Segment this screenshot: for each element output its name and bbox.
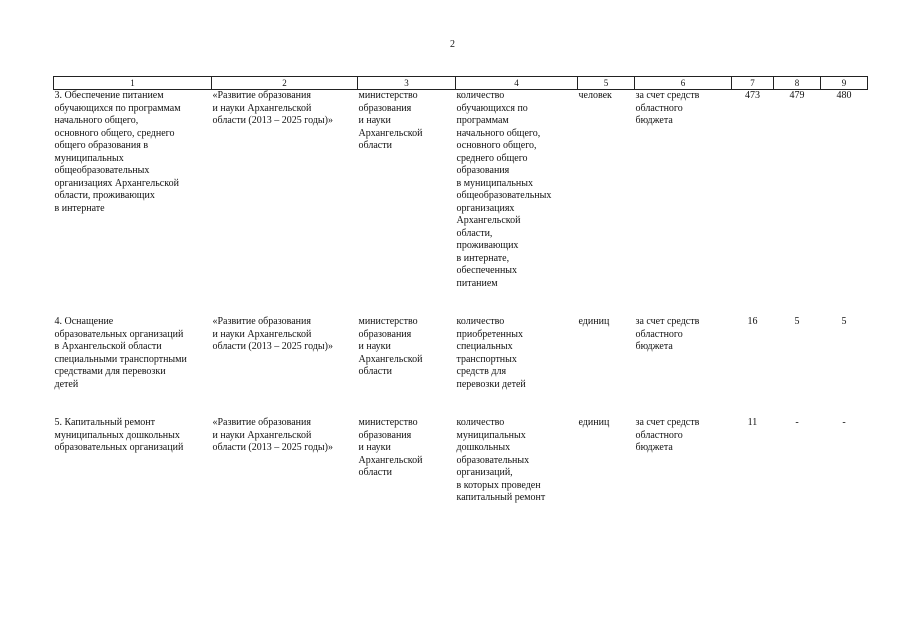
program-name-cell	[212, 417, 358, 505]
cell-line: общеобразовательных	[456, 190, 552, 201]
executor-cell	[358, 316, 456, 391]
column-header: 9	[821, 77, 868, 90]
table-row	[54, 90, 868, 291]
cell-line: 3. Обеспечение питанием	[54, 90, 164, 101]
cell-line: и науки	[358, 341, 391, 352]
cell-line: количество	[456, 90, 505, 101]
cell-line: среднего общего	[456, 152, 528, 164]
column-header: 8	[774, 77, 821, 90]
table-row	[54, 316, 868, 391]
cell-line: организаций,	[456, 467, 513, 478]
cell-line: Архангельской	[456, 215, 521, 226]
cell-line: образовательных	[456, 454, 530, 466]
value-year-1-cell: 473	[745, 90, 760, 101]
measure-name-cell	[54, 90, 212, 291]
funding-source-cell	[635, 316, 732, 391]
cell-line: за счет средств	[635, 90, 700, 101]
cell-line: и науки	[358, 442, 391, 453]
cell-line: образования	[358, 328, 412, 340]
cell-line: за счет средств	[635, 417, 700, 428]
cell-line: и науки Архангельской	[212, 328, 312, 340]
cell-line: детей	[54, 378, 79, 390]
cell-line: области (2013 – 2025 годы)»	[212, 442, 333, 453]
cell-line: средств для	[456, 366, 507, 377]
cell-line: образования	[358, 429, 412, 441]
cell-line: в интернате	[54, 202, 105, 214]
cell-line: организациях Архангельской	[54, 177, 179, 189]
cell-line: «Развитие образования	[212, 316, 311, 327]
value-year-2-cell: 5	[794, 316, 800, 327]
cell-line: основного общего, среднего	[54, 127, 175, 139]
cell-line: бюджета	[635, 115, 673, 126]
cell-line: и науки	[358, 115, 391, 126]
cell-line: перевозки детей	[456, 378, 526, 390]
cell-line: питанием	[456, 277, 498, 289]
cell-line: количество	[456, 417, 505, 428]
cell-line: области	[358, 366, 392, 377]
cell-line: общеобразовательных	[54, 165, 150, 176]
value-year-2-cell: -	[795, 417, 799, 428]
executor-cell	[358, 90, 456, 291]
cell-line: основного общего,	[456, 140, 537, 151]
cell-line: за счет средств	[635, 316, 700, 327]
cell-line: общего образования в	[54, 140, 149, 151]
funding-source-cell	[635, 90, 732, 291]
column-header: 6	[635, 77, 732, 90]
cell-line: министерство	[358, 316, 418, 327]
row-spacer	[54, 391, 868, 417]
cell-line: единиц	[578, 316, 610, 327]
cell-line: программам	[456, 115, 509, 126]
cell-line: начального общего,	[54, 115, 139, 126]
cell-line: в Архангельской области	[54, 341, 162, 352]
cell-line: области	[358, 467, 392, 478]
row-spacer	[54, 290, 868, 316]
funding-source-cell	[635, 417, 732, 505]
executor-cell	[358, 417, 456, 505]
cell-line: организациях	[456, 202, 515, 214]
cell-line: области (2013 – 2025 годы)»	[212, 341, 333, 352]
value-year-3-cell: -	[842, 417, 846, 428]
cell-line: транспортных	[456, 353, 517, 365]
column-header: 2	[212, 77, 358, 90]
cell-line: «Развитие образования	[212, 417, 311, 428]
measure-name-cell	[54, 316, 212, 391]
column-header: 7	[732, 77, 774, 90]
cell-line: обучающихся по	[456, 102, 528, 114]
cell-line: области	[358, 140, 392, 151]
cell-line: бюджета	[635, 341, 673, 352]
cell-line: в которых проведен	[456, 479, 541, 491]
cell-line: количество	[456, 316, 505, 327]
value-year-2-cell: 479	[789, 90, 805, 101]
cell-line: муниципальных дошкольных	[54, 429, 180, 441]
unit-cell	[578, 90, 635, 291]
cell-line: образования	[456, 165, 510, 176]
cell-line: министерство	[358, 417, 418, 428]
cell-line: и науки Архангельской	[212, 429, 312, 441]
cell-line: области,	[456, 227, 493, 239]
value-year-1-cell: 11	[747, 417, 758, 428]
cell-line: средствами для перевозки	[54, 366, 166, 377]
cell-line: капитальный ремонт	[456, 492, 546, 503]
cell-line: обеспеченных	[456, 265, 518, 276]
column-header: 3	[358, 77, 456, 90]
table-row	[54, 417, 868, 505]
cell-line: областного	[635, 102, 683, 114]
column-number-header-row	[54, 77, 868, 90]
unit-cell	[578, 417, 635, 505]
cell-line: приобретенных	[456, 328, 523, 340]
indicator-cell	[456, 417, 578, 505]
column-header: 5	[578, 77, 635, 90]
cell-line: человек	[578, 90, 612, 101]
cell-line: образовательных организаций	[54, 328, 184, 340]
column-header: 4	[456, 77, 578, 90]
cell-line: образовательных организаций	[54, 442, 184, 453]
cell-line: в интернате,	[456, 252, 510, 264]
cell-line: области (2013 – 2025 годы)»	[212, 115, 333, 126]
program-table	[53, 76, 868, 505]
column-header: 1	[54, 77, 212, 90]
cell-line: образования	[358, 102, 412, 114]
program-name-cell	[212, 90, 358, 291]
cell-line: и науки Архангельской	[212, 102, 312, 114]
program-name-cell	[212, 316, 358, 391]
value-year-3-cell: 5	[841, 316, 847, 327]
cell-line: Архангельской	[358, 454, 423, 466]
cell-line: 5. Капитальный ремонт	[54, 417, 156, 428]
cell-line: области, проживающих	[54, 190, 155, 201]
cell-line: областного	[635, 429, 683, 441]
page-number: 2	[450, 39, 455, 50]
indicator-cell	[456, 90, 578, 291]
cell-line: областного	[635, 328, 683, 340]
measure-name-cell	[54, 417, 212, 505]
cell-line: муниципальных	[54, 152, 124, 164]
cell-line: бюджета	[635, 442, 673, 453]
cell-line: специальных	[456, 341, 513, 352]
cell-line: обучающихся по программам	[54, 102, 181, 114]
indicator-cell	[456, 316, 578, 391]
cell-line: Архангельской	[358, 127, 423, 139]
cell-line: начального общего,	[456, 127, 541, 139]
cell-line: Архангельской	[358, 353, 423, 365]
value-year-1-cell: 16	[747, 316, 758, 327]
cell-line: дошкольных	[456, 442, 511, 453]
cell-line: муниципальных	[456, 429, 526, 441]
cell-line: специальными транспортными	[54, 353, 187, 365]
cell-line: «Развитие образования	[212, 90, 311, 101]
cell-line: 4. Оснащение	[54, 316, 114, 327]
cell-line: в муниципальных	[456, 177, 533, 189]
cell-line: министерство	[358, 90, 418, 101]
value-year-3-cell: 480	[836, 90, 852, 101]
cell-line: единиц	[578, 417, 610, 428]
unit-cell	[578, 316, 635, 391]
cell-line: проживающих	[456, 240, 519, 251]
